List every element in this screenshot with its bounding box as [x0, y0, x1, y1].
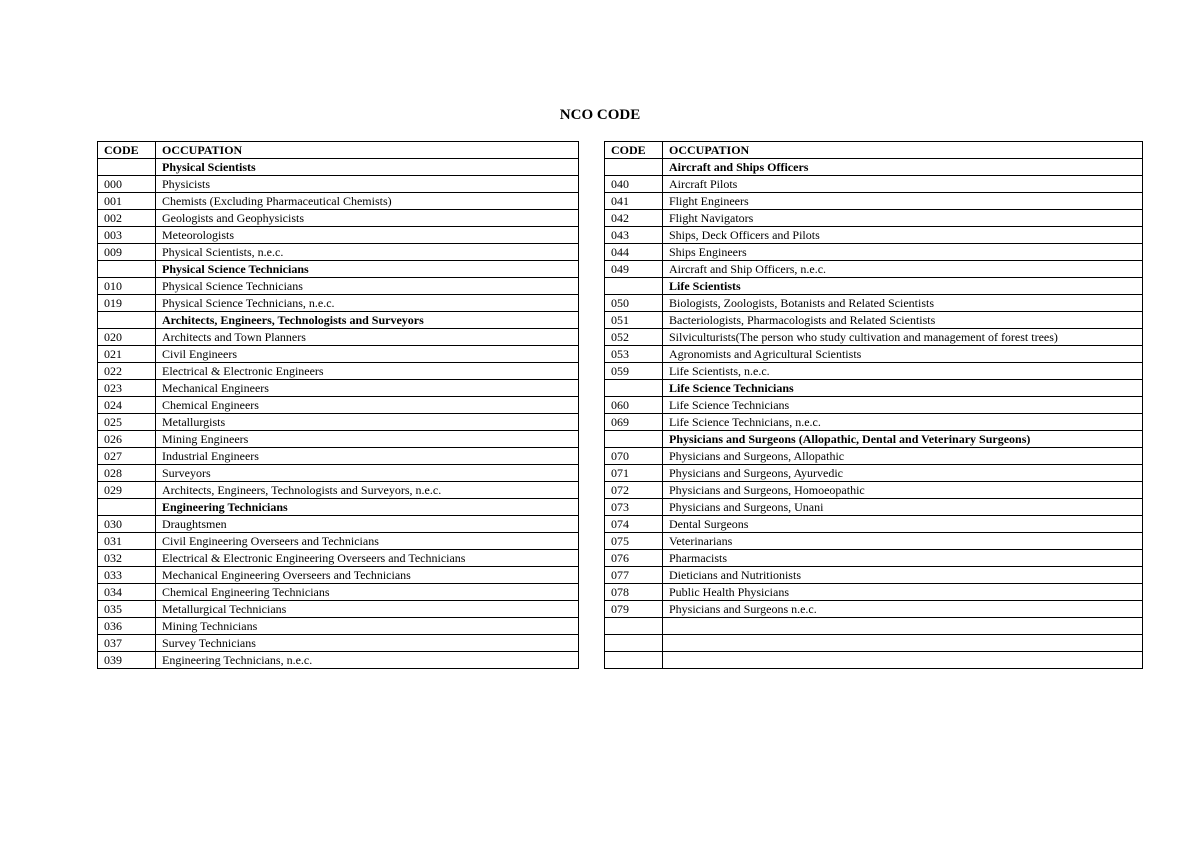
- code-cell: 075: [605, 533, 663, 550]
- code-cell: 053: [605, 346, 663, 363]
- code-cell: 076: [605, 550, 663, 567]
- code-cell: 001: [98, 193, 156, 210]
- code-cell: 032: [98, 550, 156, 567]
- code-cell: 033: [98, 567, 156, 584]
- occupation-cell: Physicians and Surgeons, Unani: [663, 499, 1143, 516]
- code-cell: 019: [98, 295, 156, 312]
- code-column-header: CODE: [98, 142, 156, 159]
- table-row: [98, 244, 579, 261]
- code-cell: 079: [605, 601, 663, 618]
- code-cell: 043: [605, 227, 663, 244]
- occupation-cell: [663, 635, 1143, 652]
- occupation-cell: Physical Science Technicians: [156, 278, 579, 295]
- table-row: [98, 584, 579, 601]
- code-cell: 059: [605, 363, 663, 380]
- code-cell: 025: [98, 414, 156, 431]
- table-row: [98, 397, 579, 414]
- code-cell: [605, 431, 663, 448]
- table-row: [98, 380, 579, 397]
- table-row: [98, 363, 579, 380]
- group-heading-row: [605, 431, 1143, 448]
- occupation-cell: Architects, Engineers, Technologists and Surveyors, n.e.c.: [156, 482, 579, 499]
- occupation-cell: Electrical & Electronic Engineers: [156, 363, 579, 380]
- table-row: [98, 533, 579, 550]
- table-row: [605, 329, 1143, 346]
- code-cell: 069: [605, 414, 663, 431]
- table-row: [98, 550, 579, 567]
- table-row: [605, 363, 1143, 380]
- nco-code-table-right: [604, 141, 1143, 669]
- table-row: [605, 176, 1143, 193]
- group-heading-row: [98, 499, 579, 516]
- occupation-cell: Civil Engineering Overseers and Technicians: [156, 533, 579, 550]
- code-cell: [605, 652, 663, 669]
- table-row: [605, 193, 1143, 210]
- table-row: [98, 618, 579, 635]
- left-table-body: [98, 159, 579, 669]
- code-cell: 035: [98, 601, 156, 618]
- nco-code-table-left: [97, 141, 579, 669]
- table-row: [98, 465, 579, 482]
- occupation-cell: Meteorologists: [156, 227, 579, 244]
- code-cell: 036: [98, 618, 156, 635]
- code-cell: 052: [605, 329, 663, 346]
- code-cell: 003: [98, 227, 156, 244]
- table-row: [605, 227, 1143, 244]
- code-cell: [605, 635, 663, 652]
- occupation-cell: Draughtsmen: [156, 516, 579, 533]
- code-cell: 039: [98, 652, 156, 669]
- table-row: [98, 346, 579, 363]
- table-row: [98, 652, 579, 669]
- code-cell: 027: [98, 448, 156, 465]
- code-cell: 072: [605, 482, 663, 499]
- occupation-cell: Dieticians and Nutritionists: [663, 567, 1143, 584]
- table-row: [98, 431, 579, 448]
- occupation-cell: [663, 652, 1143, 669]
- table-row: [98, 227, 579, 244]
- table-row: [605, 533, 1143, 550]
- table-row: [605, 635, 1143, 652]
- code-cell: 077: [605, 567, 663, 584]
- code-cell: [98, 159, 156, 176]
- code-cell: 071: [605, 465, 663, 482]
- code-cell: 041: [605, 193, 663, 210]
- table-row: [605, 550, 1143, 567]
- code-cell: [98, 261, 156, 278]
- table-row: [605, 584, 1143, 601]
- code-cell: [605, 380, 663, 397]
- occupation-cell: [663, 618, 1143, 635]
- table-row: [98, 567, 579, 584]
- code-cell: 026: [98, 431, 156, 448]
- occupation-cell: Mechanical Engineering Overseers and Technicians: [156, 567, 579, 584]
- occupation-cell: Ships Engineers: [663, 244, 1143, 261]
- table-row: [98, 176, 579, 193]
- occupation-cell: Aircraft and Ship Officers, n.e.c.: [663, 261, 1143, 278]
- table-row: [98, 601, 579, 618]
- table-row: [98, 193, 579, 210]
- code-cell: 051: [605, 312, 663, 329]
- code-cell: [605, 278, 663, 295]
- table-header-row: [605, 142, 1143, 159]
- table-row: [605, 210, 1143, 227]
- code-cell: 034: [98, 584, 156, 601]
- table-row: [605, 652, 1143, 669]
- occupation-cell: Mining Technicians: [156, 618, 579, 635]
- occupation-cell: Dental Surgeons: [663, 516, 1143, 533]
- table-row: [98, 295, 579, 312]
- occupation-cell: Survey Technicians: [156, 635, 579, 652]
- table-row: [98, 329, 579, 346]
- occupation-cell: Life Science Technicians, n.e.c.: [663, 414, 1143, 431]
- code-cell: [605, 159, 663, 176]
- table-row: [605, 465, 1143, 482]
- group-heading-row: [605, 380, 1143, 397]
- occupation-cell: Physicians and Surgeons, Ayurvedic: [663, 465, 1143, 482]
- code-cell: 042: [605, 210, 663, 227]
- group-heading-row: [98, 159, 579, 176]
- code-cell: 031: [98, 533, 156, 550]
- table-row: [605, 448, 1143, 465]
- occupation-cell: Aircraft Pilots: [663, 176, 1143, 193]
- group-heading-cell: Architects, Engineers, Technologists and Surveyors: [156, 312, 579, 329]
- code-cell: 050: [605, 295, 663, 312]
- occupation-cell: Architects and Town Planners: [156, 329, 579, 346]
- occupation-cell: Bacteriologists, Pharmacologists and Related Scientists: [663, 312, 1143, 329]
- occupation-cell: Pharmacists: [663, 550, 1143, 567]
- occupation-cell: Geologists and Geophysicists: [156, 210, 579, 227]
- code-cell: 049: [605, 261, 663, 278]
- table-row: [98, 635, 579, 652]
- group-heading-cell: Aircraft and Ships Officers: [663, 159, 1143, 176]
- table-header-row: [98, 142, 579, 159]
- code-cell: 023: [98, 380, 156, 397]
- code-cell: 002: [98, 210, 156, 227]
- table-row: [605, 312, 1143, 329]
- group-heading-cell: Physical Science Technicians: [156, 261, 579, 278]
- table-row: [605, 516, 1143, 533]
- code-cell: 074: [605, 516, 663, 533]
- code-cell: 070: [605, 448, 663, 465]
- table-row: [98, 448, 579, 465]
- table-row: [605, 567, 1143, 584]
- occupation-cell: Chemical Engineers: [156, 397, 579, 414]
- group-heading-cell: Life Science Technicians: [663, 380, 1143, 397]
- code-cell: 040: [605, 176, 663, 193]
- table-row: [98, 482, 579, 499]
- code-cell: 060: [605, 397, 663, 414]
- group-heading-cell: Life Scientists: [663, 278, 1143, 295]
- table-row: [605, 244, 1143, 261]
- table-row: [605, 261, 1143, 278]
- occupation-cell: Chemical Engineering Technicians: [156, 584, 579, 601]
- occupation-cell: Flight Navigators: [663, 210, 1143, 227]
- table-row: [605, 499, 1143, 516]
- table-row: [605, 346, 1143, 363]
- code-cell: 022: [98, 363, 156, 380]
- code-cell: 044: [605, 244, 663, 261]
- occupation-cell: Physicians and Surgeons, Homoeopathic: [663, 482, 1143, 499]
- group-heading-row: [605, 278, 1143, 295]
- code-cell: 009: [98, 244, 156, 261]
- occupation-cell: Life Scientists, n.e.c.: [663, 363, 1143, 380]
- group-heading-row: [605, 159, 1143, 176]
- occupation-cell: Ships, Deck Officers and Pilots: [663, 227, 1143, 244]
- occupation-cell: Agronomists and Agricultural Scientists: [663, 346, 1143, 363]
- table-row: [98, 516, 579, 533]
- occupation-cell: Metallurgical Technicians: [156, 601, 579, 618]
- code-cell: 021: [98, 346, 156, 363]
- table-row: [605, 414, 1143, 431]
- occupation-cell: Flight Engineers: [663, 193, 1143, 210]
- code-column-header: CODE: [605, 142, 663, 159]
- occupation-cell: Engineering Technicians, n.e.c.: [156, 652, 579, 669]
- occupation-cell: Physical Scientists, n.e.c.: [156, 244, 579, 261]
- table-row: [605, 618, 1143, 635]
- right-table-body: [605, 159, 1143, 669]
- page-title: NCO CODE: [559, 107, 641, 123]
- code-cell: 000: [98, 176, 156, 193]
- code-cell: 078: [605, 584, 663, 601]
- code-cell: 020: [98, 329, 156, 346]
- occupation-cell: Physical Science Technicians, n.e.c.: [156, 295, 579, 312]
- group-heading-row: [98, 312, 579, 329]
- occupation-cell: Electrical & Electronic Engineering Overseers and Technicians: [156, 550, 579, 567]
- occupation-cell: Physicians and Surgeons, Allopathic: [663, 448, 1143, 465]
- occupation-cell: Veterinarians: [663, 533, 1143, 550]
- table-row: [98, 278, 579, 295]
- table-row: [605, 482, 1143, 499]
- occupation-cell: Physicists: [156, 176, 579, 193]
- occupation-cell: Mining Engineers: [156, 431, 579, 448]
- occupation-cell: Mechanical Engineers: [156, 380, 579, 397]
- code-cell: 030: [98, 516, 156, 533]
- group-heading-row: [98, 261, 579, 278]
- code-cell: 028: [98, 465, 156, 482]
- code-cell: 037: [98, 635, 156, 652]
- code-cell: [98, 499, 156, 516]
- group-heading-cell: Engineering Technicians: [156, 499, 579, 516]
- table-row: [98, 414, 579, 431]
- code-cell: 010: [98, 278, 156, 295]
- table-row: [605, 601, 1143, 618]
- occupation-cell: Biologists, Zoologists, Botanists and Related Scientists: [663, 295, 1143, 312]
- occupation-cell: Life Science Technicians: [663, 397, 1143, 414]
- occupation-cell: Industrial Engineers: [156, 448, 579, 465]
- code-cell: [98, 312, 156, 329]
- code-cell: 073: [605, 499, 663, 516]
- occupation-cell: Civil Engineers: [156, 346, 579, 363]
- occupation-column-header: OCCUPATION: [663, 142, 1143, 159]
- code-cell: 024: [98, 397, 156, 414]
- occupation-cell: Surveyors: [156, 465, 579, 482]
- code-cell: 029: [98, 482, 156, 499]
- occupation-cell: Public Health Physicians: [663, 584, 1143, 601]
- occupation-cell: Silviculturists(The person who study cultivation and management of forest trees): [663, 329, 1143, 346]
- table-row: [98, 210, 579, 227]
- group-heading-cell: Physical Scientists: [156, 159, 579, 176]
- table-row: [605, 397, 1143, 414]
- occupation-cell: Metallurgists: [156, 414, 579, 431]
- table-row: [605, 295, 1143, 312]
- occupation-cell: Chemists (Excluding Pharmaceutical Chemists): [156, 193, 579, 210]
- group-heading-cell: Physicians and Surgeons (Allopathic, Dental and Veterinary Surgeons): [663, 431, 1143, 448]
- code-cell: [605, 618, 663, 635]
- occupation-column-header: OCCUPATION: [156, 142, 579, 159]
- occupation-cell: Physicians and Surgeons n.e.c.: [663, 601, 1143, 618]
